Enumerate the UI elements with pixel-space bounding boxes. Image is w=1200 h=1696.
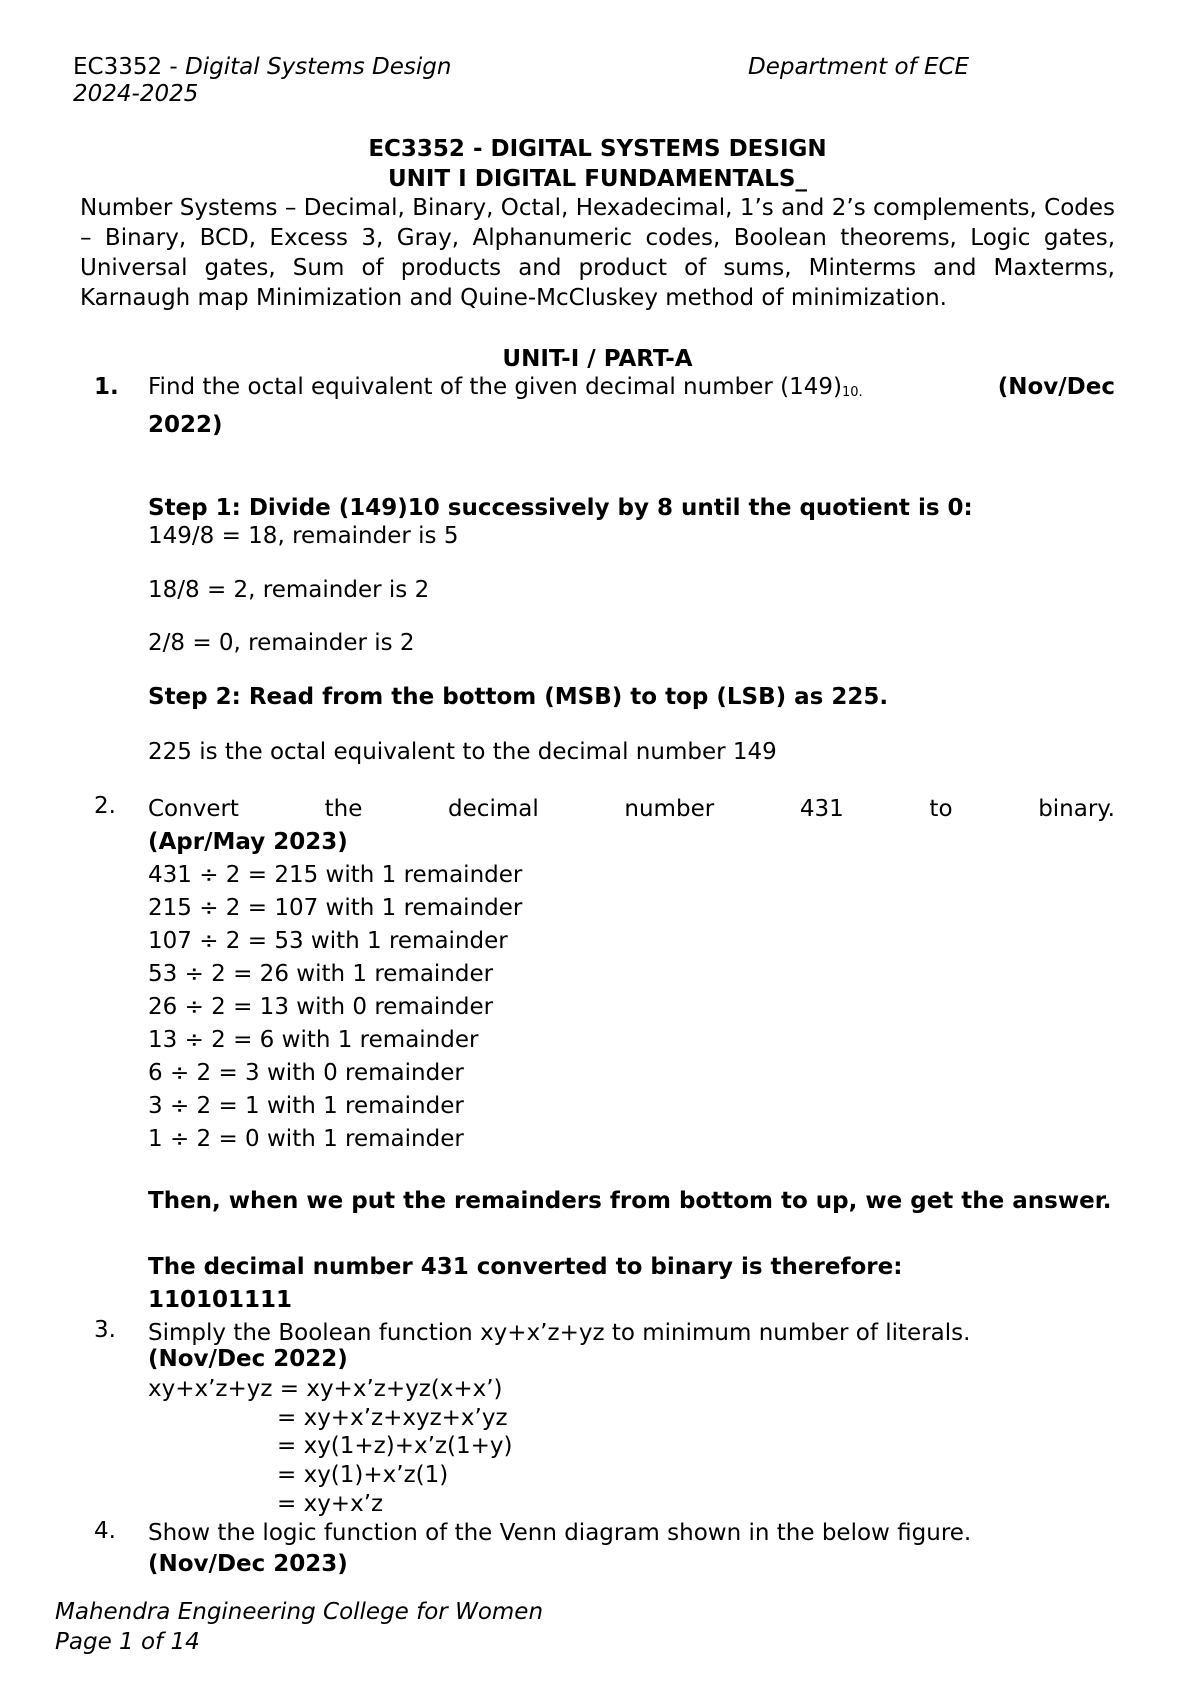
header-department: Department of ECE <box>748 54 970 80</box>
unit-title: UNIT I DIGITAL FUNDAMENTALS_ <box>388 166 807 192</box>
q1-line3: 2/8 = 0, remainder is 2 <box>148 630 415 656</box>
footer-page: Page 1 of 14 <box>55 1629 200 1655</box>
q3-line-4: = xy+x’z <box>277 1491 384 1517</box>
q1-ref-b: 2022) <box>148 412 223 438</box>
list-item: 53 ÷ 2 = 26 with 1 remainder <box>148 961 494 987</box>
q2-word: number <box>624 796 715 822</box>
part-heading: UNIT-I / PART-A <box>502 346 693 372</box>
q4-ref: (Nov/Dec 2023) <box>148 1551 348 1577</box>
list-item: 3 ÷ 2 = 1 with 1 remainder <box>148 1093 464 1119</box>
list-item: 26 ÷ 2 = 13 with 0 remainder <box>148 994 494 1020</box>
q2-therefore: The decimal number 431 converted to binary is therefore: <box>148 1254 903 1280</box>
q2-number: 2. <box>94 793 116 819</box>
q4-number: 4. <box>94 1518 116 1544</box>
q1-question <box>148 371 1115 442</box>
q2-word: Convert <box>148 796 239 822</box>
q2-question <box>148 793 1115 826</box>
q2-then: Then, when we put the remainders from bottom to up, we get the answer. <box>148 1188 1112 1214</box>
q2-word: the <box>324 796 363 822</box>
header-course-name: Digital Systems Design <box>185 54 452 80</box>
header-course-code: EC3352 - <box>73 54 178 80</box>
q2-steps-list <box>148 859 522 1156</box>
q3-question: Simply the Boolean function xy+x’z+yz to minimum number of literals. <box>148 1320 971 1346</box>
q1-line2: 18/8 = 2, remainder is 2 <box>148 577 430 603</box>
q2-word: 431 <box>799 796 844 822</box>
list-item: 215 ÷ 2 = 107 with 1 remainder <box>148 895 523 921</box>
q3-line-0: xy+x’z+yz = xy+x’z+yz(x+x’) <box>148 1376 503 1402</box>
q2-word: binary. <box>1038 796 1115 822</box>
list-item: 6 ÷ 2 = 3 with 0 remainder <box>148 1060 464 1086</box>
q1-line1: 149/8 = 18, remainder is 5 <box>148 523 459 549</box>
footer-college: Mahendra Engineering College for Women <box>55 1599 544 1625</box>
list-item: 1 ÷ 2 = 0 with 1 remainder <box>148 1126 464 1152</box>
q2-ref: (Apr/May 2023) <box>148 829 348 855</box>
q2-result: 110101111 <box>148 1287 293 1313</box>
q1-number: 1. <box>94 374 119 400</box>
q3-line-1: = xy+x’z+xyz+x’yz <box>277 1405 508 1431</box>
q1-ref-a: (Nov/Dec <box>997 374 1115 400</box>
q3-ref: (Nov/Dec 2022) <box>148 1346 348 1372</box>
list-item: 431 ÷ 2 = 215 with 1 remainder <box>148 862 523 888</box>
list-item: 13 ÷ 2 = 6 with 1 remainder <box>148 1027 479 1053</box>
q1-subscript: 10. <box>841 385 863 400</box>
q3-line-3: = xy(1)+x’z(1) <box>277 1462 449 1488</box>
syllabus-paragraph: Number Systems – Decimal, Binary, Octal, Hexadecimal, 1’s and 2’s complements, Codes – Binary, BCD, Excess 3, Gray, Alphanumeric codes, Boolean theorems, Logic gates, Universal gates, Sum of products and product of sums, Minterms and Maxterms, Karnaugh map Minimization and Quine-McCluskey method of minimization. <box>80 195 1115 311</box>
q2-word: to <box>929 796 953 822</box>
q1-step1: Step 1: Divide (149)10 successively by 8 until the quotient is 0: <box>148 495 973 521</box>
q1-step2: Step 2: Read from the bottom (MSB) to top (LSB) as 225. <box>148 684 889 710</box>
list-item: 107 ÷ 2 = 53 with 1 remainder <box>148 928 508 954</box>
q3-number: 3. <box>94 1317 116 1343</box>
q1-text: Find the octal equivalent of the given decimal number (149) <box>148 374 842 400</box>
header-course <box>73 53 451 81</box>
q3-line-2: = xy(1+z)+x’z(1+y) <box>277 1433 513 1459</box>
q2-word: decimal <box>448 796 539 822</box>
header-year: 2024-2025 <box>73 81 199 107</box>
q4-question: Show the logic function of the Venn diagram shown in the below figure. <box>148 1520 972 1546</box>
subject-title: EC3352 - DIGITAL SYSTEMS DESIGN <box>368 136 827 162</box>
q1-answer: 225 is the octal equivalent to the decimal number 149 <box>148 739 777 765</box>
